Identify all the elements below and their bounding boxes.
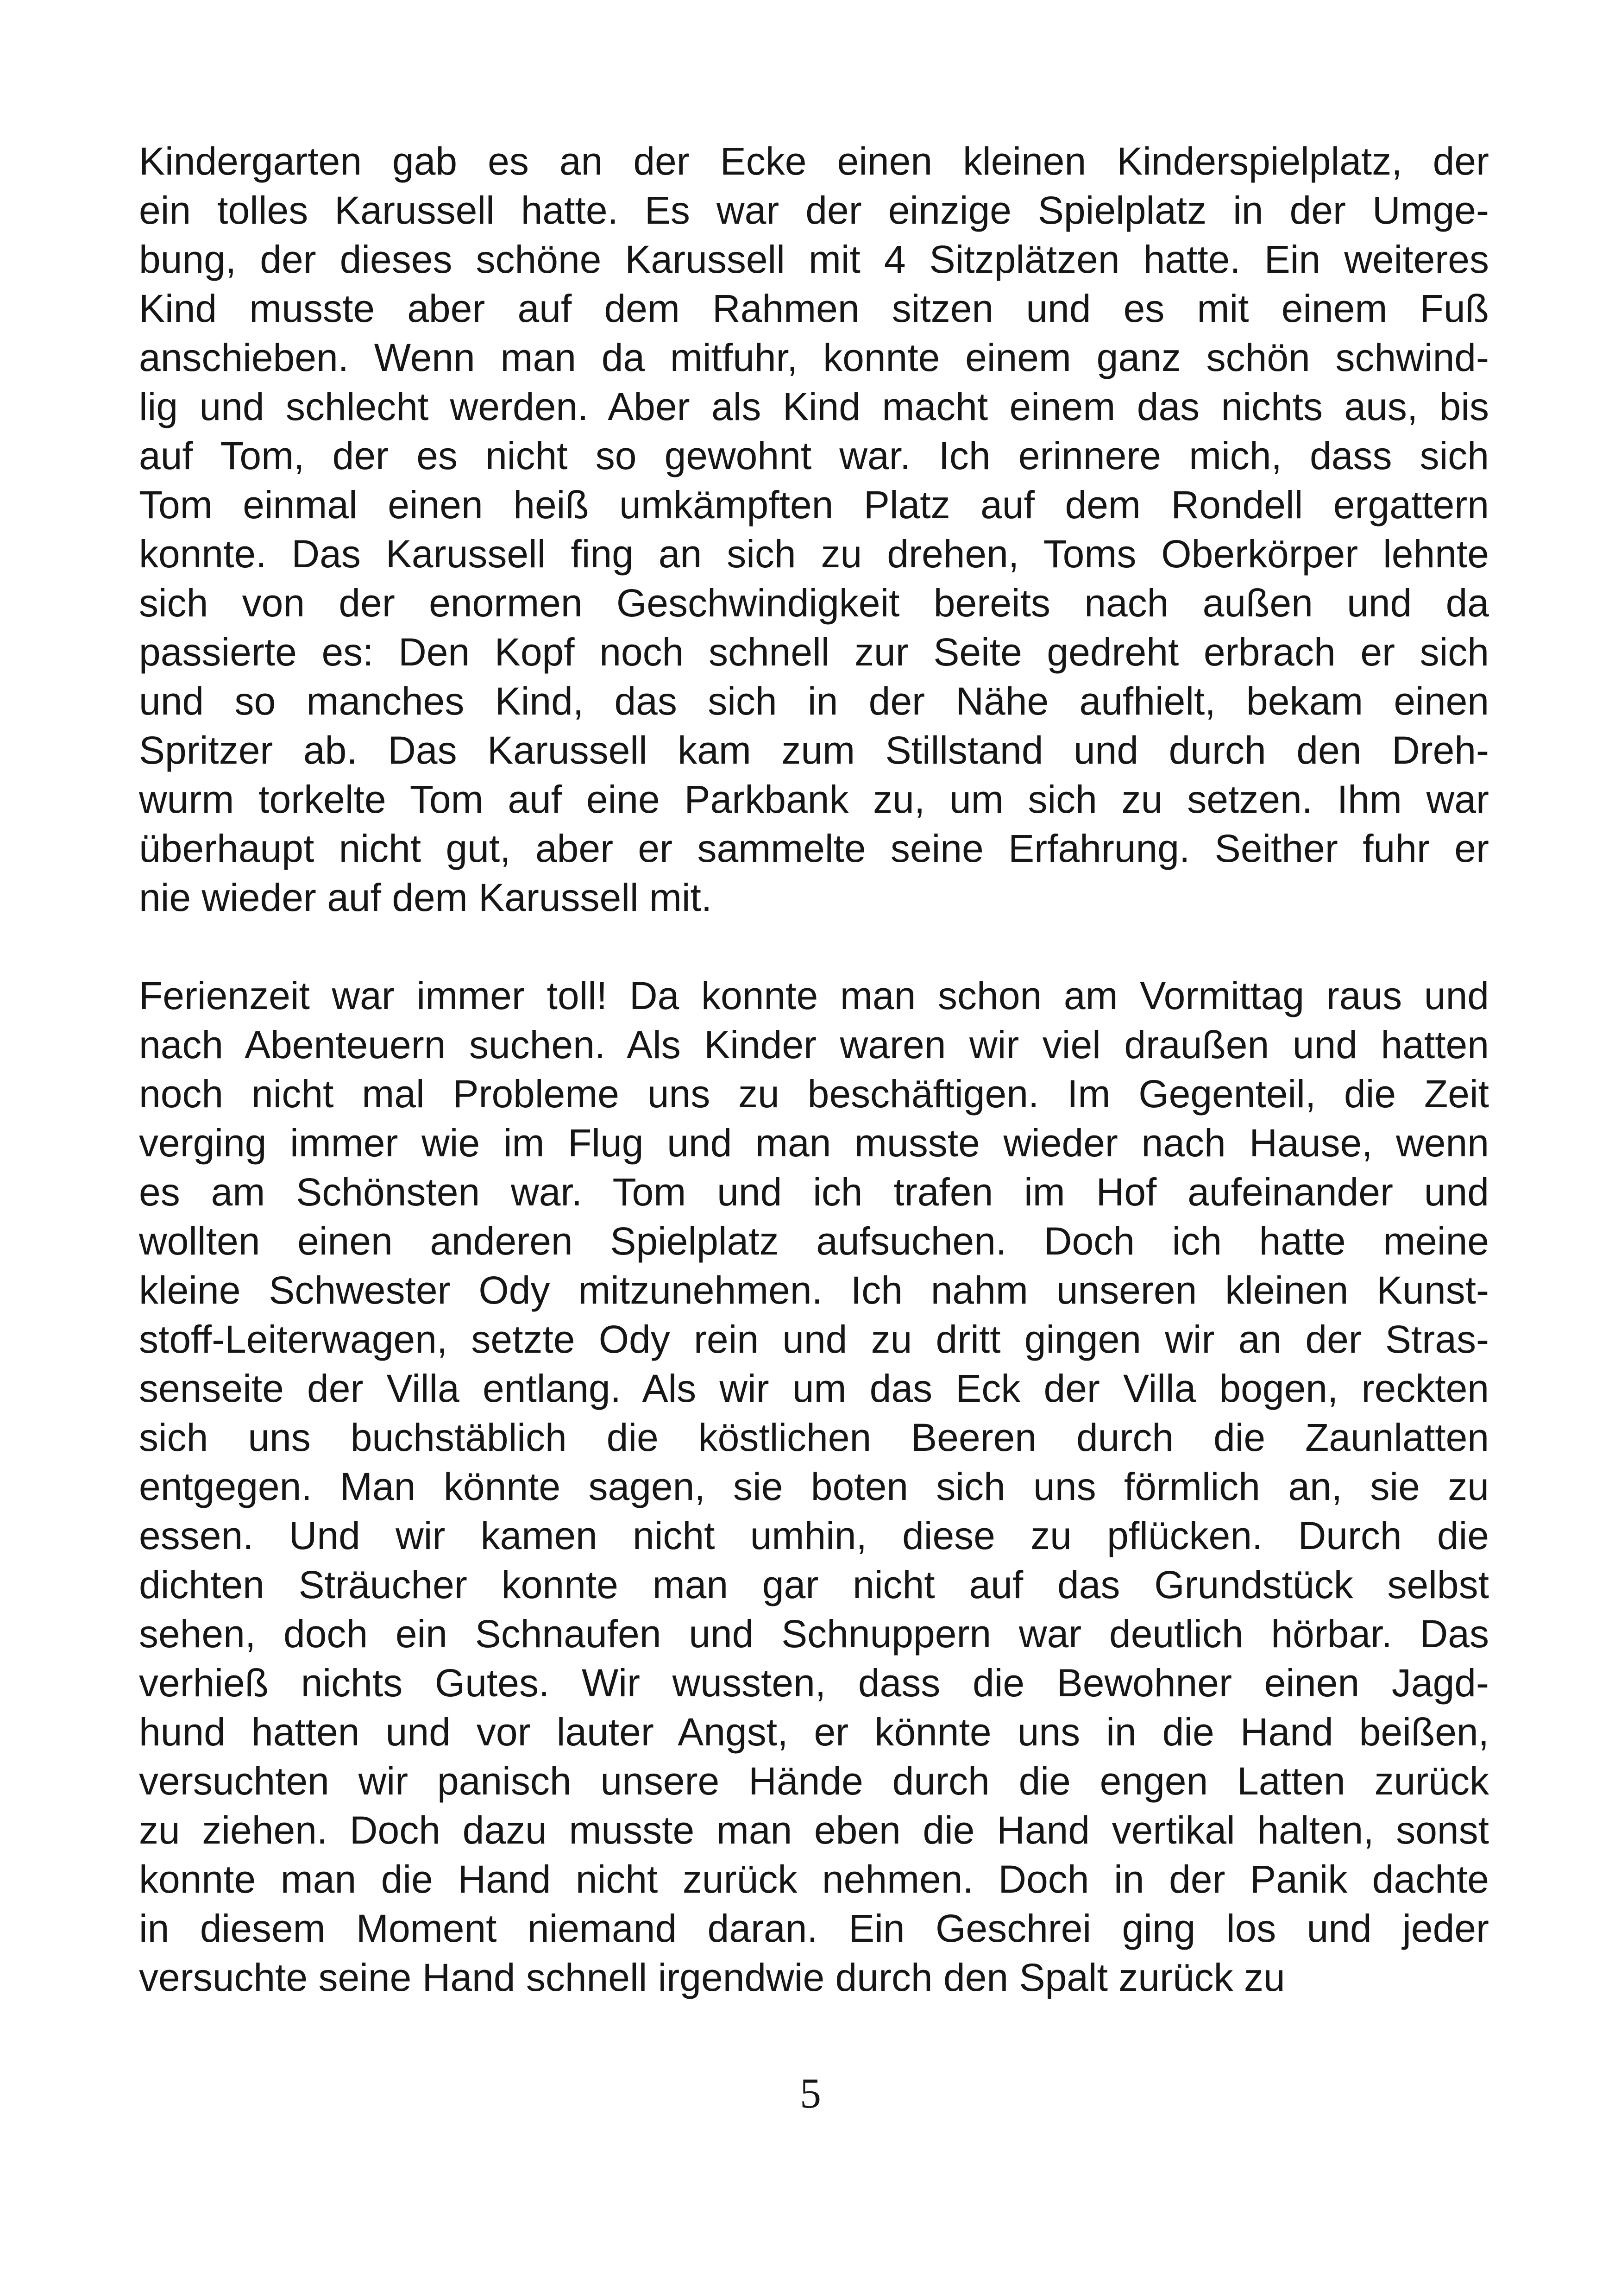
text-line: dichten Sträucher konnte man gar nicht auf das Grundstück selbst [139,1563,1489,1606]
text-line: konnte man die Hand nicht zurück nehmen. Doch in der Panik dachte [139,1857,1489,1901]
text-line: verhieß nichts Gutes. Wir wussten, dass die Bewohner einen Jagd- [139,1661,1489,1705]
text-line: noch nicht mal Probleme uns zu beschäftigen. Im Gegenteil, die Zeit [139,1072,1489,1116]
paragraph-ferienzeit [139,971,1489,2002]
text-line: Tom einmal einen heiß umkämpften Platz auf dem Rondell ergattern [139,483,1489,527]
text-line: hund hatten und vor lauter Angst, er könnte uns in die Hand beißen, [139,1710,1489,1754]
text-line: anschieben. Wenn man da mitfuhr, konnte einem ganz schön schwind- [139,336,1489,379]
text-line: sich uns buchstäblich die köstlichen Beeren durch die Zaunlatten [139,1416,1489,1459]
text-line: bung, der dieses schöne Karussell mit 4 Sitzplätzen hatte. Ein weiteres [139,238,1489,281]
text-line: wurm torkelte Tom auf eine Parkbank zu, um sich zu setzen. Ihm war [139,778,1489,821]
text-line: und so manches Kind, das sich in der Nähe aufhielt, bekam einen [139,679,1489,723]
text-line: essen. Und wir kamen nicht umhin, diese zu pflücken. Durch die [139,1514,1489,1557]
text-line: passierte es: Den Kopf noch schnell zur Seite gedreht erbrach er sich [139,630,1489,674]
text-line: Kindergarten gab es an der Ecke einen kleinen Kinderspielplatz, der [139,139,1489,183]
text-line: Kind musste aber auf dem Rahmen sitzen und es mit einem Fuß [139,287,1489,330]
text-line: sich von der enormen Geschwindigkeit bereits nach außen und da [139,581,1489,625]
page-number: 5 [800,2070,821,2117]
text-line: versuchten wir panisch unsere Hände durch die engen Latten zurück [139,1759,1489,1803]
text-line: entgegen. Man könnte sagen, sie boten sich uns förmlich an, sie zu [139,1465,1489,1508]
text-line: nach Abenteuern suchen. Als Kinder waren wir viel draußen und hatten [139,1023,1489,1066]
text-line: in diesem Moment niemand daran. Ein Geschrei ging los und jeder [139,1907,1489,1950]
paragraph-karussell [139,137,1489,922]
text-line: versuchte seine Hand schnell irgendwie durch den Spalt zurück zu [139,1956,1285,1999]
text-line: verging immer wie im Flug und man musste wieder nach Hause, wenn [139,1121,1489,1165]
text-line: es am Schönsten war. Tom und ich trafen im Hof aufeinander und [139,1170,1489,1214]
text-line: sehen, doch ein Schnaufen und Schnuppern war deutlich hörbar. Das [139,1612,1489,1656]
text-line: Ferienzeit war immer toll! Da konnte man schon am Vormittag raus und [139,974,1489,1017]
text-line: nie wieder auf dem Karussell mit. [139,876,712,919]
text-line: ein tolles Karussell hatte. Es war der einzige Spielplatz in der Umge- [139,188,1489,232]
text-line: senseite der Villa entlang. Als wir um das Eck der Villa bogen, reckten [139,1367,1489,1410]
text-line: lig und schlecht werden. Aber als Kind macht einem das nichts aus, bis [139,385,1489,428]
text-line: auf Tom, der es nicht so gewohnt war. Ich erinnere mich, dass sich [139,434,1489,477]
text-line: wollten einen anderen Spielplatz aufsuchen. Doch ich hatte meine [139,1219,1489,1263]
text-line: kleine Schwester Ody mitzunehmen. Ich nahm unseren kleinen Kunst- [139,1268,1489,1312]
body-text [139,137,1489,2002]
paragraph-gap [139,922,1489,971]
text-line: überhaupt nicht gut, aber er sammelte seine Erfahrung. Seither fuhr er [139,827,1489,870]
text-line: Spritzer ab. Das Karussell kam zum Stillstand und durch den Dreh- [139,728,1489,772]
text-line: konnte. Das Karussell fing an sich zu drehen, Toms Oberkörper lehnte [139,532,1489,576]
text-line: zu ziehen. Doch dazu musste man eben die Hand vertikal halten, sonst [139,1808,1489,1852]
text-line: stoff-Leiterwagen, setzte Ody rein und zu dritt gingen wir an der Stras- [139,1317,1489,1361]
